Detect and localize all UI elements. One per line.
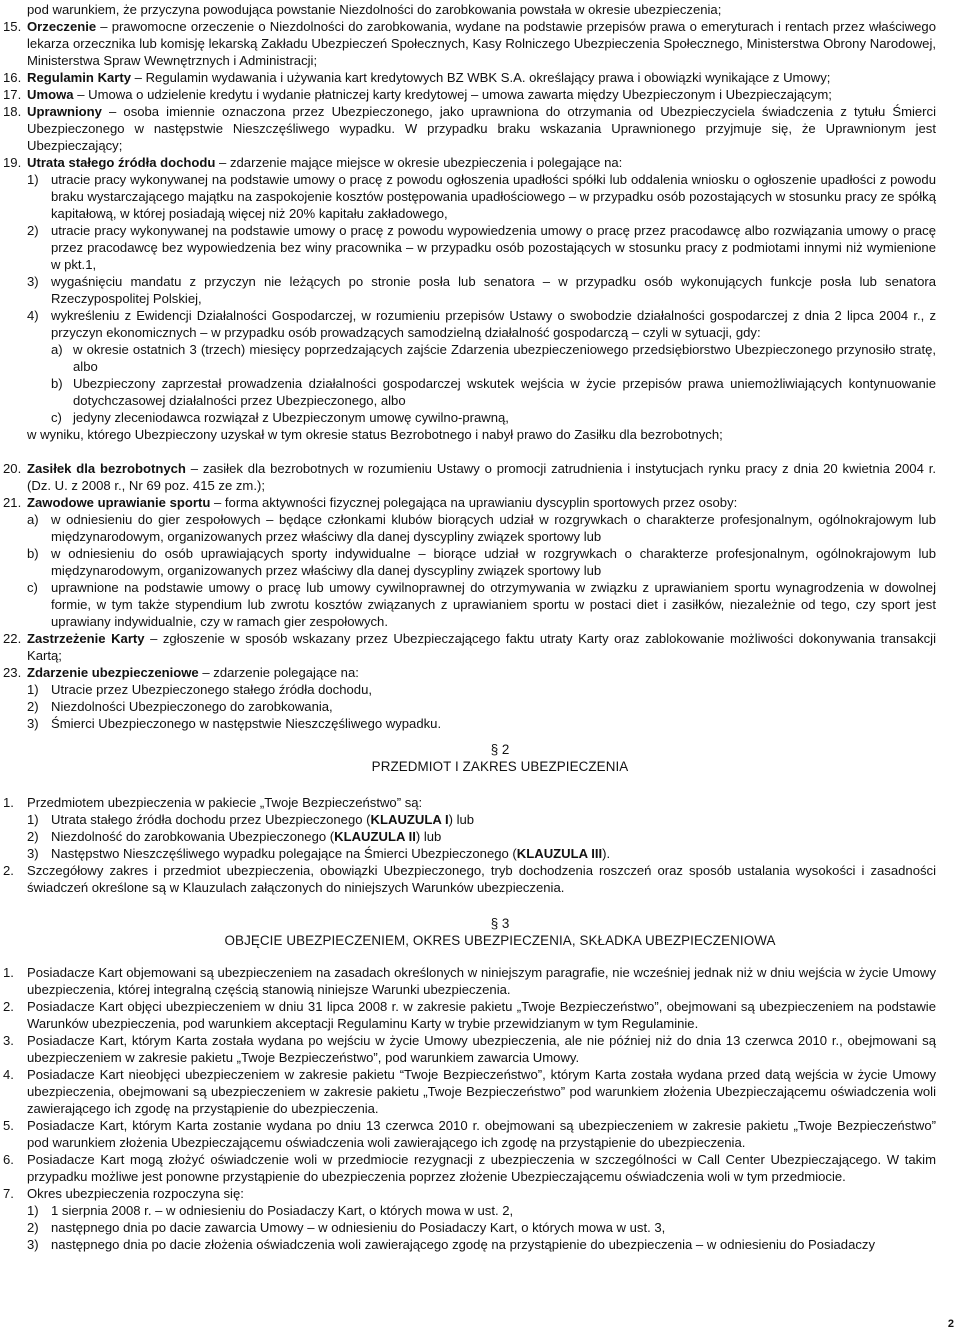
item-number: 16. [3, 70, 22, 85]
item-number: 17. [3, 87, 22, 102]
sub-item: 3) Następstwo Nieszczęśliwego wypadku polegające na Śmierci Ubezpieczonego (KLAUZULA III). [27, 846, 611, 861]
sub-sub-item: c) jedyny zleceniodawca rozwiązał z Ubezpieczonym umowę cywilno-prawną, [51, 410, 509, 425]
item-number: 15. [3, 19, 22, 34]
definition-term: Regulamin Karty [27, 70, 132, 85]
section-3-item: 4. Posiadacze Kart nieobjęci ubezpieczeniem w zakresie pakietu “Twoje Bezpieczeństwo”, którym Karta została wydana przed datą wejścia w życie Umowy ubezpieczenia, obejmowani są ubezpieczeniem w zakresie pakietu „Twoje Bezpieczeństwo” pod warunkiem złożenia Ubezpieczającemu oświadczenia woli zawierającego ich zgodę na przystąpienie do ubezpieczenia. [3, 1067, 936, 1116]
klauzula-label: KLAUZULA II [334, 829, 416, 844]
definition-term: Zasiłek dla bezrobotnych [27, 461, 186, 476]
definition-19 [0, 154, 960, 443]
definition-term: Zdarzenie ubezpieczeniowe [27, 665, 199, 680]
sub-item: 2) następnego dnia po dacie zawarcia Umowy – w odniesieniu do Posiadaczy Kart, o których mowa w ust. 3, [27, 1220, 666, 1235]
klauzula-label: KLAUZULA I [370, 812, 449, 827]
section-3-body [0, 964, 960, 1253]
definition-19-closing: w wyniku, którego Ubezpieczony uzyskał w tym okresie status Bezrobotnego i nabył prawo do Zasiłku dla bezrobotnych; [27, 427, 723, 442]
definition-text: – osoba imiennie oznaczona przez Ubezpieczonego, jako uprawniona do otrzymania od Ubezpieczyciela świadczenia z tytułu Śmierci Ubezpieczonego w następstwie Nieszczęśliwego wypadku. W przypadku braku wskazania Uprawnionego przyjmuje się, że Uprawnionym jest Ubezpieczający; [27, 104, 936, 153]
sub-item: 1) Utrata stałego źródła dochodu przez Ubezpieczonego (KLAUZULA I) lub [27, 812, 475, 827]
sub-item: 2) Niezdolność do zarobkowania Ubezpieczonego (KLAUZULA II) lub [27, 829, 442, 844]
sub-item: 1) 1 sierpnia 2008 r. – w odniesieniu do Posiadaczy Kart, o których mowa w ust. 2, [27, 1203, 514, 1218]
definitions-continued [0, 1, 960, 154]
section-3-item: 7. Okres ubezpieczenia rozpoczyna się: [3, 1186, 244, 1201]
section-2-item-1: 1. Przedmiotem ubezpieczenia w pakiecie „Twoje Bezpieczeństwo” są: [3, 795, 423, 810]
definition-term: Orzeczenie [27, 19, 97, 34]
section-3-item: 5. Posiadacze Kart, którym Karta zostanie wydana po dniu 13 czerwca 2010 r. obejmowani są ubezpieczeniem w zakresie pakietu „Twoje Bezpieczeństwo” pod warunkiem złożenia Ubezpieczającemu oświadczenia woli zawierającego ich zgodę na przystąpienie do ubezpieczenia. [3, 1118, 936, 1150]
section-3-item: 1. Posiadacze Kart objemowani są ubezpieczeniem na zasadach określonych w niniejszym paragrafie, nie wcześniej jednak niż w dniu wejścia w życie Umowy ubezpieczenia, której integralną częścią stanowią niniejsze Warunki ubezpieczenia. [3, 965, 936, 997]
sub-item: 2) Niezdolności Ubezpieczonego do zarobkowania, [27, 699, 333, 714]
item-number: 19. [3, 155, 22, 170]
sub-item: 1) Utracie przez Ubezpieczonego stałego źródła dochodu, [27, 682, 372, 697]
item-number: 23. [3, 665, 22, 680]
sub-item: 3) Śmierci Ubezpieczonego w następstwie Nieszczęśliwego wypadku. [27, 716, 442, 731]
definition-text: – prawomocne orzeczenie o Niezdolności do zarobkowania, wydane na podstawie przepisów prawa o emeryturach i rentach przez właściwego lekarza orzecznika lub komisję lekarską Zakładu Ubezpieczeń Społecznych, Kasy Rolniczego Ubezpieczenia Społecznego, Ministerstwa Obrony Narodowej, Ministerstwa Spraw Wewnętrznych i Administracji; [27, 19, 936, 68]
definition-20 [0, 460, 960, 494]
section-3-item: 2. Posiadacze Kart objęci ubezpieczeniem w dniu 31 lipca 2008 r. w zakresie pakietu „Twoje Bezpieczeństwo”, obejmowani są ubezpieczeniem na podstawie Warunków ubezpieczenia, pod warunkiem akceptacji Regulaminu Karty w trybie przewidzianym w tym Regulaminie. [3, 999, 936, 1031]
sub-sub-item: a) w okresie ostatnich 3 (trzech) miesięcy poprzedzających zajście Zdarzenia ubezpieczeniowego przedsiębiorstwo Ubezpieczonego przynosiło stratę, albo [51, 342, 936, 374]
section-2-body [0, 794, 960, 896]
section-title: OBJĘCIE UBEZPIECZENIEM, OKRES UBEZPIECZENIA, SKŁADKA UBEZPIECZENIOWA [224, 933, 776, 948]
definition-text: – zdarzenie polegające na: [198, 665, 359, 680]
definition-term: Uprawniony [27, 104, 102, 119]
item-number: 18. [3, 104, 22, 119]
sub-item: c) uprawnione na podstawie umowy o pracę lub umowy cywilnoprawnej do otrzymywania w związku z uprawianiem sportu wynagrodzenia w dowolnej formie, w tym także stypendium lub zwrotu kosztów związanych z uprawianiem sportu w postaci diet i zasiłków, niezależnie od tego, czy sport jest uprawiany indywidualnie, czy w ramach gier zespołowych. [27, 580, 936, 629]
definition-text: – Regulamin wydawania i używania kart kredytowych BZ WBK S.A. określający prawa i obowiązki wynikające z Umowy; [131, 70, 831, 85]
definition-23 [0, 664, 960, 681]
definition-18 [0, 103, 960, 154]
section-3 [0, 915, 960, 949]
section-title: PRZEDMIOT I ZAKRES UBEZPIECZENIA [371, 759, 629, 774]
item-number: 20. [3, 461, 22, 476]
sub-item: 3) następnego dnia po dacie złożenia oświadczenia woli zawierającego zgodę na przystąpienie do ubezpieczenia – w odniesieniu do Posiadaczy [27, 1237, 875, 1252]
definition-text: – zdarzenie mające miejsce w okresie ubezpieczenia i polegające na: [215, 155, 623, 170]
sub-item: 4) wykreśleniu z Ewidencji Działalności Gospodarczej, w rozumieniu przepisów Ustawy o swobodzie działalności gospodarczej z dnia 2 lipca 2004 r., z przyczyn ekonomicznych – w przypadku osób prowadzących samodzielną działalność gospodarczą – czyli w sytuacji, gdy: [27, 308, 936, 340]
definition-14-continuation: pod warunkiem, że przyczyna powodująca powstanie Niezdolności do zarobkowania powstała w okresie ubezpieczenia; [27, 2, 722, 17]
section-3-item: 3. Posiadacze Kart, którym Karta została wydana po wejściu w życie Umowy ubezpieczenia, ale nie później niż do dnia 13 czerwca 2010 r., obejmowani są ubezpieczeniem w zakresie pakietu „Twoje Bezpieczeństwo”, pod warunkiem zawarcia Umowy. [3, 1033, 936, 1065]
page-number: 2 [947, 1318, 954, 1330]
sub-sub-item: b) Ubezpieczony zaprzestał prowadzenia działalności gospodarczej wskutek wejścia w życie przepisów prawa uniemożliwiających kontynuowanie dotychczasowej działalności przez Ubezpieczonego, albo [51, 376, 936, 408]
section-3-item: 6. Posiadacze Kart mogą złożyć oświadczenie woli w przedmiocie rezygnacji z ubezpieczenia w szczególności w Call Center Ubezpieczającego. W takim przypadku możliwe jest ponowne przystąpienie do ubezpieczenia poprzez złożenie Ubezpieczającemu oświadczenia woli w tym przedmiocie. [3, 1152, 936, 1184]
item-number: 22. [3, 631, 22, 646]
definition-term: Zawodowe uprawianie sportu [27, 495, 211, 510]
definition-term: Utrata stałego źródła dochodu [27, 155, 216, 170]
definition-text: – forma aktywności fizycznej polegająca na uprawianiu dyscyplin sportowych przez osoby: [210, 495, 738, 510]
sub-item: 2) utracie pracy wykonywanej na podstawie umowy o pracę z powodu wypowiedzenia umowy o pracę przez pracodawcę albo rozwiązania umowy o pracę przez pracodawcę bez wypowiedzenia bez winy pracownika – w przypadku osób pozostających w stosunku pracy z podmiotami innymi niż wymienione w pkt.1, [27, 223, 936, 272]
definition-19-header [0, 154, 960, 171]
section-number: § 2 [490, 742, 510, 757]
item-number: 21. [3, 495, 22, 510]
definition-text: – zgłoszenie w sposób wskazany przez Ubezpieczającego faktu utraty Karty oraz zablokowanie możliwości dokonywania transakcji Kartą; [27, 631, 936, 663]
sub-item: 3) wygaśnięciu mandatu z przyczyn nie leżących po stronie posła lub senatora – w przypadku osób wykonujących funkcje posła lub senatora Rzeczypospolitej Polskiej, [27, 274, 936, 306]
definition-text: – zasiłek dla bezrobotnych w rozumieniu Ustawy o promocji zatrudnienia i instytucjach rynku pracy z dnia 20 kwietnia 2004 r. (Dz. U. z 2008 r., Nr 69 poz. 415 ze zm.); [27, 461, 936, 493]
sub-item: 1) utracie pracy wykonywanej na podstawie umowy o pracę z powodu ogłoszenia upadłości spółki lub oddalenia wniosku o ogłoszenie upadłości z powodu braku wystarczającego majątku na zaspokojenie kosztów postępowania upadłościowego – w przypadku osób pozostających w stosunku pracy ze spółką kapitałową, w której posiadają więcej niż 20% kapitału zakładowego, [27, 172, 936, 221]
definitions-20-23 [0, 460, 960, 732]
sub-item: b) w odniesieniu do osób uprawiających sporty indywidualne – biorące udział w rozgrywkach o charakterze profesjonalnym, ogólnokrajowym lub międzynarodowym, organizowanych przez właściwy dla danej dyscypliny związek sportowy lub [27, 546, 936, 578]
definition-term: Umowa [27, 87, 74, 102]
section-2-item-2: 2. Szczegółowy zakres i przedmiot ubezpieczenia, obowiązki Ubezpieczonego, tryb dochodzenia roszczeń oraz sposób ustalania wysokości i zasadności świadczeń określone są w Klauzulach załączonych do niniejszych Warunków ubezpieczenia. [3, 863, 936, 895]
definition-17 [0, 86, 960, 103]
definition-term: Zastrzeżenie Karty [27, 631, 145, 646]
definition-15 [0, 18, 960, 69]
definition-text: – Umowa o udzielenie kredytu i wydanie płatniczej karty kredytowej – umowa zawarta między Ubezpieczonym i Ubezpieczającym; [73, 87, 832, 102]
section-2 [0, 741, 960, 775]
section-number: § 3 [490, 916, 510, 931]
klauzula-label: KLAUZULA III [516, 846, 603, 861]
definition-22 [0, 630, 960, 664]
sub-item: a) w odniesieniu do gier zespołowych – będące członkami klubów biorących udział w rozgrywkach o charakterze profesjonalnym, ogólnokrajowym lub międzynarodowym, organizowanych przez właściwy dla danej dyscypliny związek sportowy lub [27, 512, 936, 544]
definition-21 [0, 494, 960, 511]
definition-16 [0, 69, 960, 86]
